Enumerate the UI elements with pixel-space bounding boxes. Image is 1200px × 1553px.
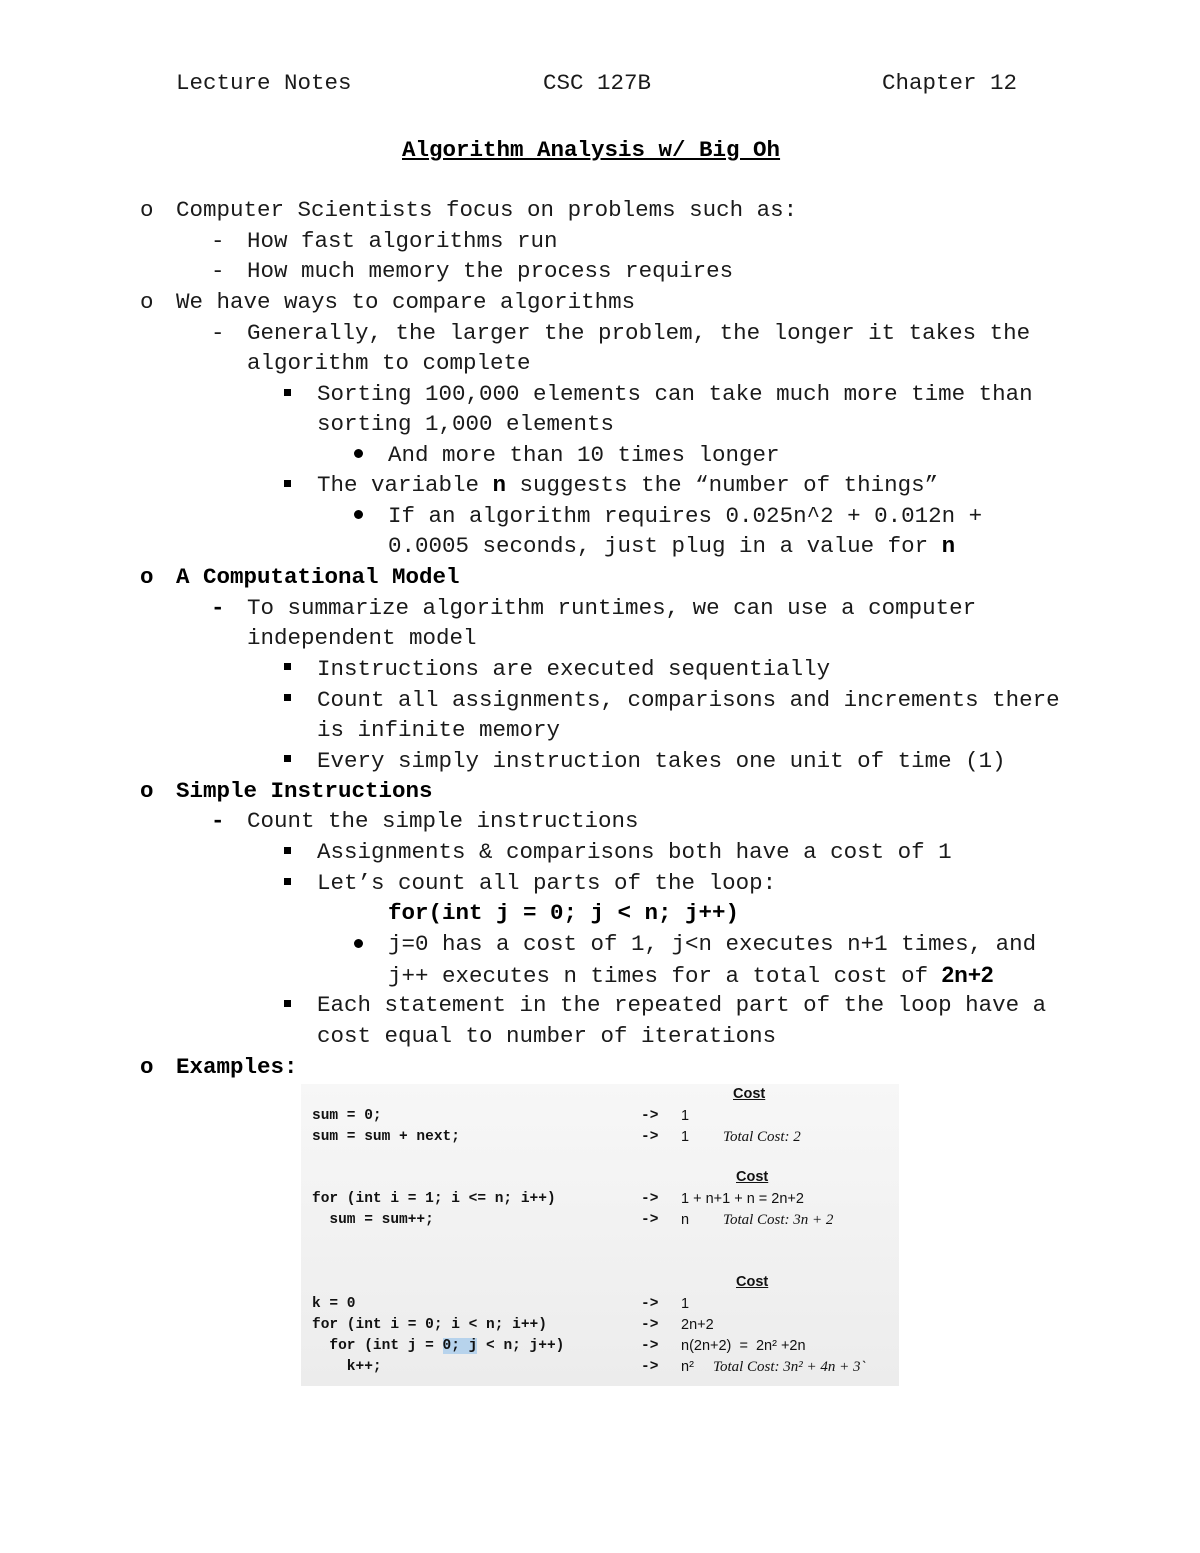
arrow: ->: [641, 1359, 659, 1375]
cost-header: Cost: [733, 1086, 766, 1102]
header-center: CSC 127B: [543, 70, 652, 96]
circle-bullet-icon: o: [140, 289, 154, 315]
cost-value: 1: [681, 1108, 690, 1124]
total-cost: Total Cost: 3n + 2: [723, 1212, 834, 1228]
list-item-continuation: j++ executes n times for a total cost of 2n+2: [388, 962, 994, 989]
total-cost: Total Cost: 3n² + 4n + 3`: [713, 1359, 866, 1375]
section-heading: A Computational Model: [176, 564, 460, 590]
list-item: Generally, the larger the problem, the longer it takes the: [247, 320, 1031, 346]
square-bullet-icon: [284, 694, 291, 701]
dot-bullet-icon: [354, 939, 363, 948]
list-item-continuation: algorithm to complete: [247, 350, 531, 376]
header-right: Chapter 12: [882, 70, 1018, 96]
list-item-continuation: cost equal to number of iterations: [317, 1023, 777, 1049]
list-item: Computer Scientists focus on problems such as:: [176, 197, 798, 223]
arrow: ->: [641, 1129, 659, 1145]
code-line: for (int i = 1; i <= n; i++): [312, 1191, 556, 1207]
list-item: Count the simple instructions: [247, 808, 639, 834]
list-item: We have ways to compare algorithms: [176, 289, 636, 315]
list-item: The variable n suggests the “number of things”: [317, 472, 939, 498]
cost-header: Cost: [736, 1169, 769, 1185]
list-item: Assignments & comparisons both have a cost of 1: [317, 839, 952, 865]
list-item: Count all assignments, comparisons and increments there: [317, 687, 1060, 713]
code-line: sum = sum + next;: [312, 1129, 460, 1145]
list-item: If an algorithm requires 0.025n^2 + 0.012n +: [388, 503, 983, 529]
cost-value: n: [681, 1212, 690, 1228]
list-item: And more than 10 times longer: [388, 442, 780, 468]
dot-bullet-icon: [354, 449, 363, 458]
dash-bullet-icon: -: [211, 320, 225, 346]
cost-header: Cost: [736, 1274, 769, 1290]
list-item: How much memory the process requires: [247, 258, 734, 284]
list-item: How fast algorithms run: [247, 228, 558, 254]
section-heading: Simple Instructions: [176, 778, 433, 804]
list-item: j=0 has a cost of 1, j<n executes n+1 times, and: [388, 931, 1037, 957]
arrow: ->: [641, 1212, 659, 1228]
arrow: ->: [641, 1338, 659, 1354]
cost-value: 1 + n+1 + n = 2n+2: [681, 1191, 804, 1207]
list-item: To summarize algorithm runtimes, we can use a computer: [247, 595, 977, 621]
dash-bullet-icon: -: [211, 258, 225, 284]
dash-bullet-icon: -: [211, 595, 225, 621]
page-title: Algorithm Analysis w/ Big Oh: [402, 137, 781, 163]
cost-value: 2n+2: [681, 1317, 714, 1333]
list-item: Every simply instruction takes one unit of time (1): [317, 748, 1006, 774]
list-item-continuation: 0.0005 seconds, just plug in a value for n: [388, 533, 956, 559]
circle-bullet-icon: o: [140, 564, 154, 590]
cost-value: 1: [681, 1129, 690, 1145]
square-bullet-icon: [284, 663, 291, 670]
square-bullet-icon: [284, 480, 291, 487]
code-line: for (int j = 0; j < n; j++): [312, 1338, 565, 1354]
arrow: ->: [641, 1317, 659, 1333]
list-item: Let’s count all parts of the loop:: [317, 870, 777, 896]
examples-image: [301, 1084, 899, 1386]
square-bullet-icon: [284, 847, 291, 854]
circle-bullet-icon: o: [140, 197, 154, 223]
dash-bullet-icon: -: [211, 228, 225, 254]
code-line: k = 0: [312, 1296, 356, 1312]
list-item-continuation: independent model: [247, 625, 477, 651]
list-item-continuation: is infinite memory: [317, 717, 561, 743]
list-item: Instructions are executed sequentially: [317, 656, 831, 682]
text-selection-highlight: 0; j: [442, 1338, 478, 1354]
circle-bullet-icon: o: [140, 1054, 154, 1080]
arrow: ->: [641, 1191, 659, 1207]
list-item: Each statement in the repeated part of the loop have a: [317, 992, 1047, 1018]
list-item-continuation: sorting 1,000 elements: [317, 411, 615, 437]
cost-value: n(2n+2) = 2n² +2n: [681, 1338, 806, 1354]
dot-bullet-icon: [354, 510, 363, 519]
code-line: sum = sum++;: [312, 1212, 434, 1228]
header-left: Lecture Notes: [176, 70, 352, 96]
list-item: Sorting 100,000 elements can take much more time than: [317, 381, 1033, 407]
arrow: ->: [641, 1296, 659, 1312]
square-bullet-icon: [284, 389, 291, 396]
total-cost: Total Cost: 2: [723, 1129, 801, 1145]
arrow: ->: [641, 1108, 659, 1124]
square-bullet-icon: [284, 1000, 291, 1007]
cost-value: 1: [681, 1296, 690, 1312]
code-line: k++;: [312, 1359, 382, 1375]
square-bullet-icon: [284, 878, 291, 885]
section-heading: Examples:: [176, 1054, 298, 1080]
square-bullet-icon: [284, 755, 291, 762]
code-line: for (int i = 0; i < n; i++): [312, 1317, 547, 1333]
dash-bullet-icon: -: [211, 808, 225, 834]
cost-value: n²: [681, 1359, 694, 1375]
circle-bullet-icon: o: [140, 778, 154, 804]
code-line: sum = 0;: [312, 1108, 382, 1124]
code-snippet: for(int j = 0; j < n; j++): [388, 900, 740, 926]
